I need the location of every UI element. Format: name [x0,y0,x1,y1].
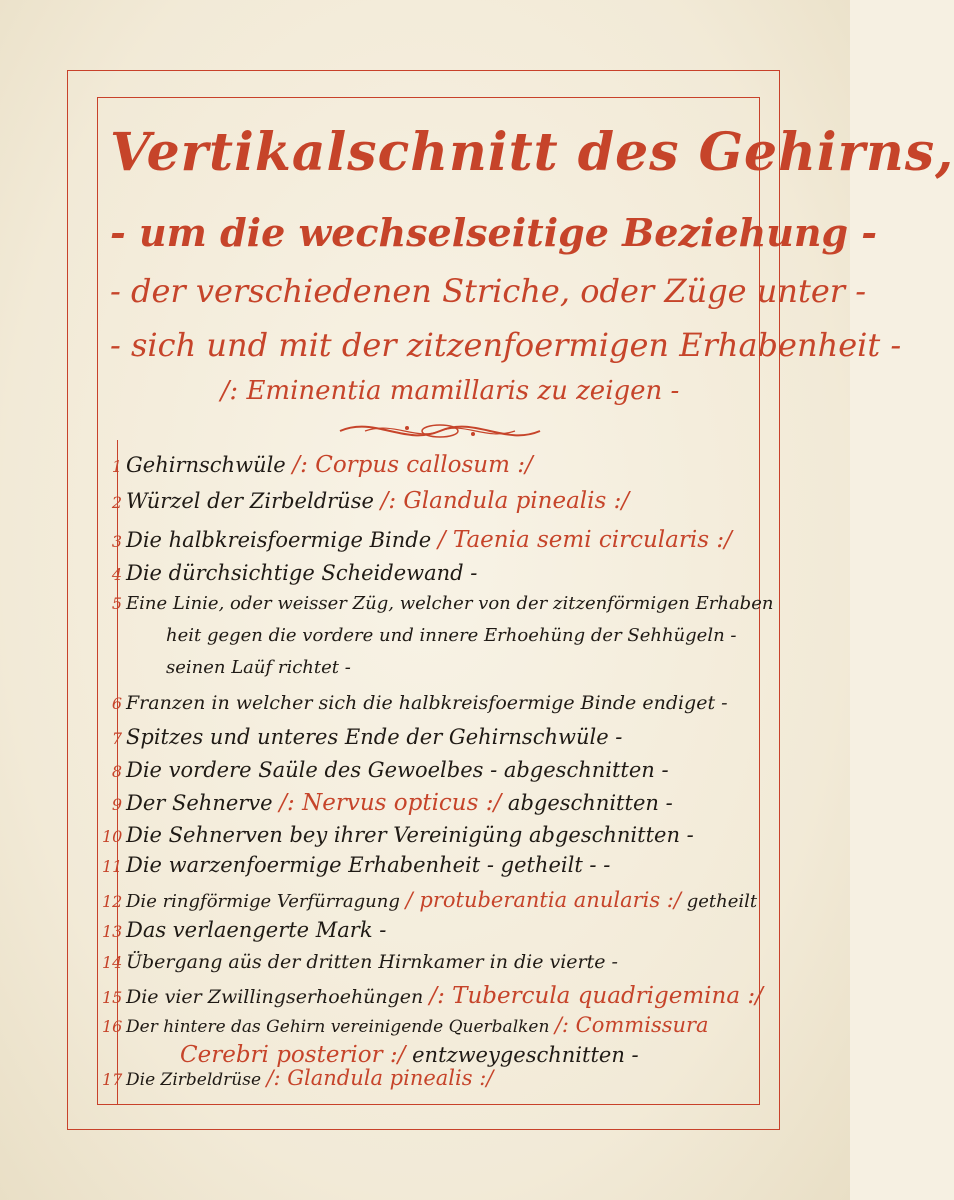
title-line-2: - um die wechselseitige Beziehung - [110,210,878,255]
flourish-ornament-icon [335,416,545,446]
title-line-1: Vertikalschnitt des Gehirns, [110,122,954,183]
list-item [102,692,728,714]
item-text: Eine Linie, oder weisser Züg, welcher von der zitzenförmigen Erhaben [126,593,774,614]
item-number: 15 [102,988,123,1007]
item-latin: /: Glandula pinealis :/ [380,488,630,514]
item-number: 5 [111,594,122,613]
item-latin: Cerebri posterior :/ [180,1042,406,1068]
item-number: 9 [111,795,122,814]
item-number: 4 [111,565,122,584]
item-text: Das verlaengerte Mark - [126,918,387,942]
item-latin: /: Nervus opticus :/ [279,790,502,816]
item-text: Der hintere das Gehirn vereinigende Querbalken [126,1017,550,1037]
list-item [102,488,629,514]
item-number: 12 [102,892,123,911]
list-item [102,853,610,877]
item-number: 1 [111,457,122,476]
item-text: Die warzenfoermige Erhabenheit - getheilt - - [126,853,611,877]
list-item [102,888,757,912]
item-latin: /: Tubercula quadrigemina :/ [429,983,763,1009]
item-number: 16 [102,1017,123,1036]
list-item [102,561,477,585]
item-text: Die Zirbeldrüse [126,1070,262,1090]
item-text: Die vordere Saüle des Gewoelbes - abgeschnitten - [126,758,669,782]
item-text: Franzen in welcher sich die halbkreisfoermige Binde endiget - [126,692,728,714]
list-item [102,593,773,614]
list-item [102,918,386,942]
item-latin: /: Commissura [554,1013,709,1037]
title-line-5: /: Eminentia mamillaris zu zeigen - [220,376,680,406]
item-number: 10 [102,827,123,846]
item-text: Der Sehnerve [126,791,273,815]
item-text: Übergang aüs der dritten Hirnkamer in die vierte - [126,951,618,973]
item-latin: / protuberantia anularis :/ [405,888,681,912]
item-text: Die halbkreisfoermige Binde [126,528,432,552]
item-latin: /: Glandula pinealis :/ [266,1066,494,1090]
item-text: Die Sehnerven bey ihrer Vereinigüng abgeschnitten - [126,823,694,847]
item-after: entzweygeschnitten - [412,1043,639,1067]
item-text: Die vier Zwillingserhoehüngen [126,986,424,1008]
list-item [102,452,533,478]
list-item [102,758,669,782]
title-line-4: - sich und mit der zitzenfoermigen Erhabenheit - [110,326,902,364]
item-number: 6 [111,694,122,713]
list-item [102,1013,709,1037]
item-text: Gehirnschwüle [126,453,286,477]
item-text: Die ringförmige Verfürragung [126,891,400,912]
item-number: 13 [102,922,123,941]
item-text: Die dürchsichtige Scheidewand - [126,561,478,585]
item-number: 3 [111,532,122,551]
item-latin: / Taenia semi circularis :/ [437,527,732,553]
item-5-continuation: seinen Laüf richtet - [166,657,351,678]
title-line-3: - der verschiedenen Striche, oder Züge unter - [110,272,867,310]
item-number: 11 [102,857,123,876]
list-item [102,1066,493,1090]
item-number: 2 [111,493,122,512]
list-item [102,951,618,973]
list-item [102,823,694,847]
item-16-continuation [180,1042,639,1068]
item-text: Spitzes und unteres Ende der Gehirnschwüle - [126,725,623,749]
list-item [102,983,763,1009]
item-after: getheilt [686,891,758,912]
list-item [102,790,673,816]
item-number: 7 [111,729,122,748]
item-text: Würzel der Zirbeldrüse [126,489,374,513]
item-after: abgeschnitten - [507,791,673,815]
item-number: 8 [111,762,122,781]
item-5-continuation: heit gegen die vordere und innere Erhoehüng der Sehhügeln - [166,625,737,646]
list-item [102,725,622,749]
item-latin: /: Corpus callosum :/ [292,452,533,478]
list-item [102,527,732,553]
item-number: 17 [102,1070,123,1089]
item-number: 14 [102,953,123,972]
